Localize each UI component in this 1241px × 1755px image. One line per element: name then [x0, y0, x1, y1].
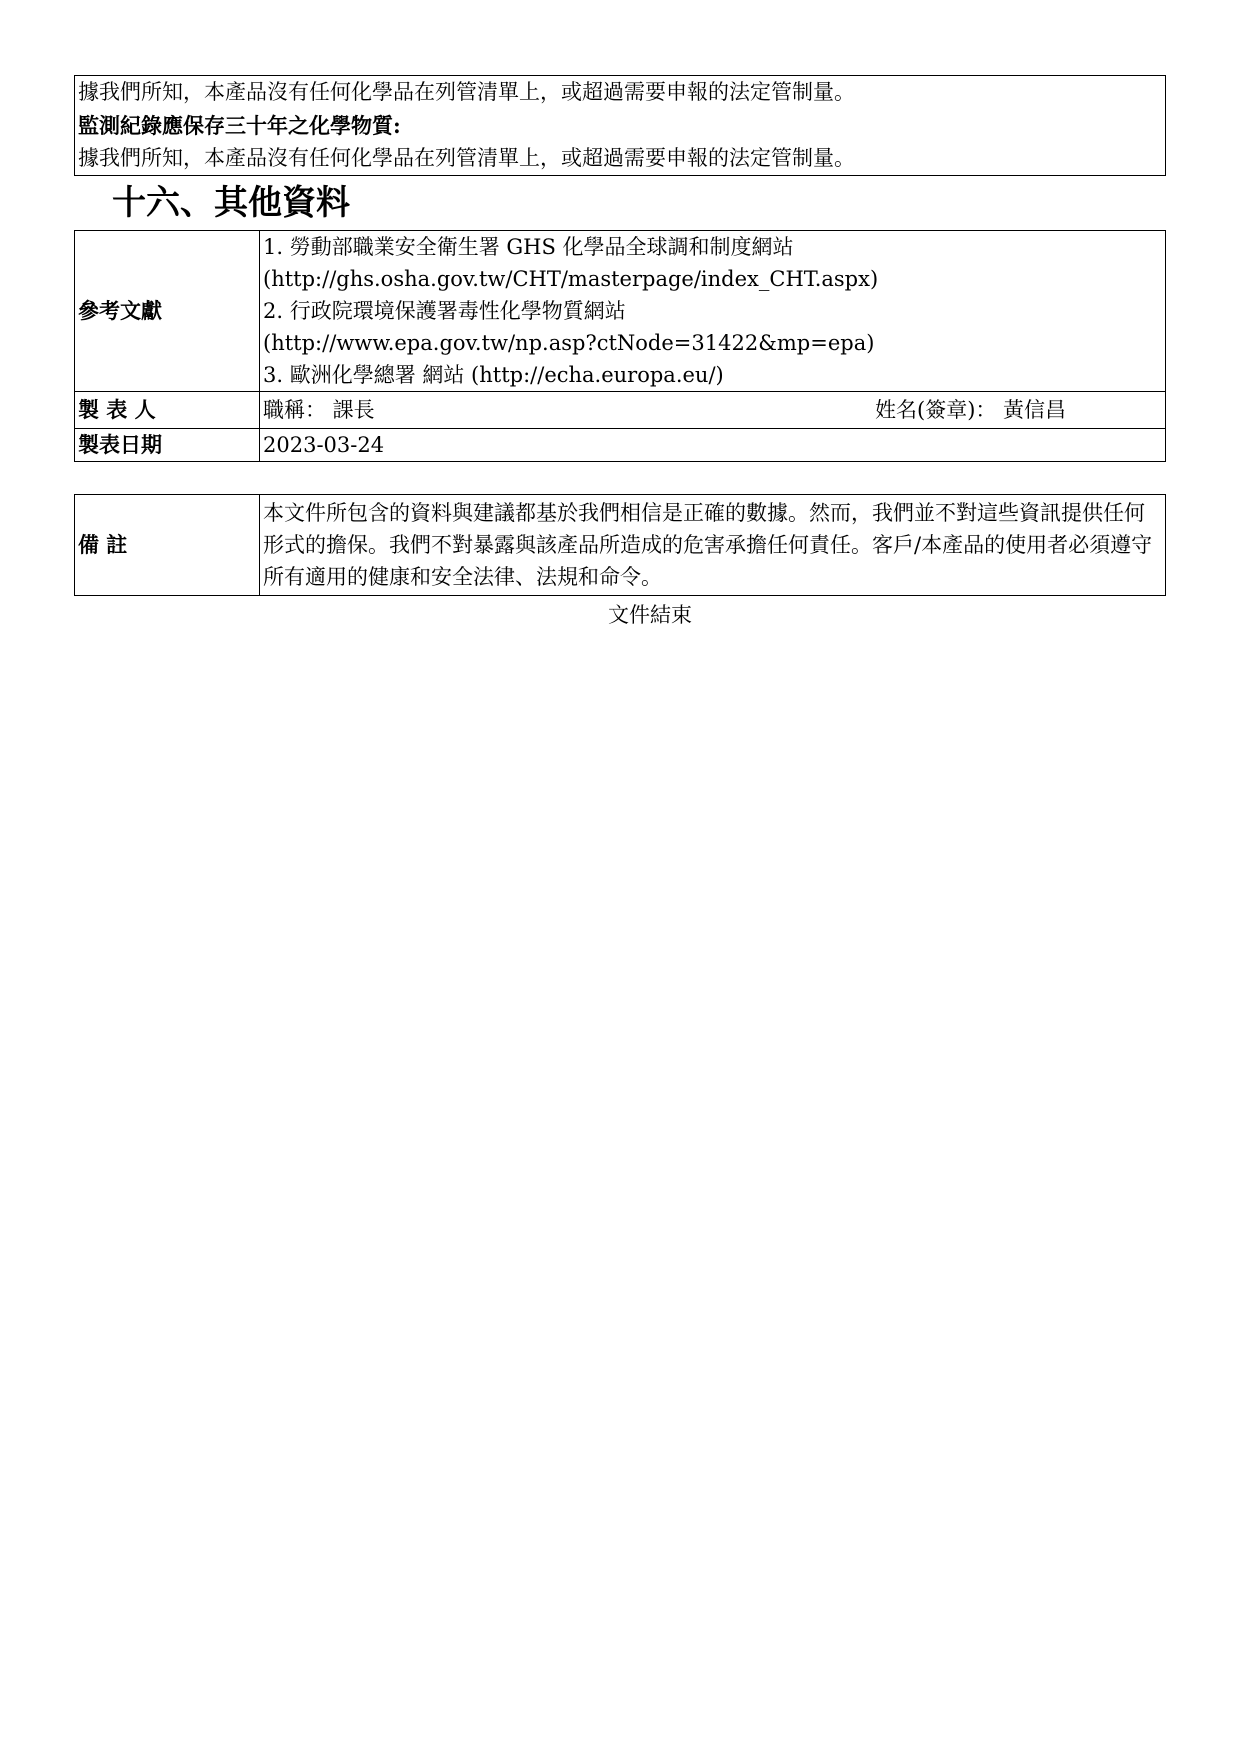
remarks-row: [75, 495, 1166, 596]
reference-item: (http://www.epa.gov.tw/np.asp?ctNode=31422&mp=epa): [263, 331, 875, 355]
reference-item: (http://ghs.osha.gov.tw/CHT/masterpage/index_CHT.aspx): [263, 267, 879, 291]
preparer-job-title: 職稱： 課長: [263, 398, 375, 422]
regulatory-statement-2: 據我們所知，本產品沒有任何化學品在列管清單上，或超過需要申報的法定管制量。: [78, 146, 855, 170]
document-end-text: 文件結束: [608, 603, 692, 627]
regulatory-statement-1: 據我們所知，本產品沒有任何化學品在列管清單上，或超過需要申報的法定管制量。: [78, 80, 855, 104]
preparer-row: [75, 392, 1166, 429]
reference-item: 3. 歐洲化學總署 網站 (http://echa.europa.eu/): [263, 363, 724, 387]
preparer-cell: [260, 392, 1166, 429]
remarks-table: [74, 494, 1166, 596]
references-cell: [260, 231, 1166, 392]
document-page: [74, 75, 1166, 632]
reference-item: 2. 行政院環境保護署毒性化學物質網站: [263, 299, 626, 323]
section-title: 十六、其他資料: [112, 183, 350, 223]
regulatory-info-cell: [75, 76, 1166, 176]
table-spacer: [74, 462, 1166, 494]
date-value: 2023-03-24: [260, 429, 1166, 462]
preparer-label: 製 表 人: [75, 392, 260, 429]
references-label: 參考文獻: [75, 231, 260, 392]
remarks-text: 本文件所包含的資料與建議都基於我們相信是正確的數據。然而，我們並不對這些資訊提供任何形式的擔保。我們不對暴露與該產品所造成的危害承擔任何責任。客戶/本產品的使用者必須遵守所有適用的健康和安全法律、法規和命令。: [260, 495, 1166, 596]
monitoring-record-heading: 監測紀錄應保存三十年之化學物質:: [78, 113, 401, 138]
date-label: 製表日期: [75, 429, 260, 462]
references-row: [75, 231, 1166, 392]
remarks-label: 備 註: [75, 495, 260, 596]
date-row: [75, 429, 1166, 462]
reference-item: 1. 勞動部職業安全衛生署 GHS 化學品全球調和制度網站: [263, 235, 794, 259]
regulatory-info-box: [74, 75, 1166, 176]
preparer-signature-name: 姓名(簽章)： 黃信昌: [875, 398, 1067, 422]
other-info-table: [74, 230, 1166, 462]
